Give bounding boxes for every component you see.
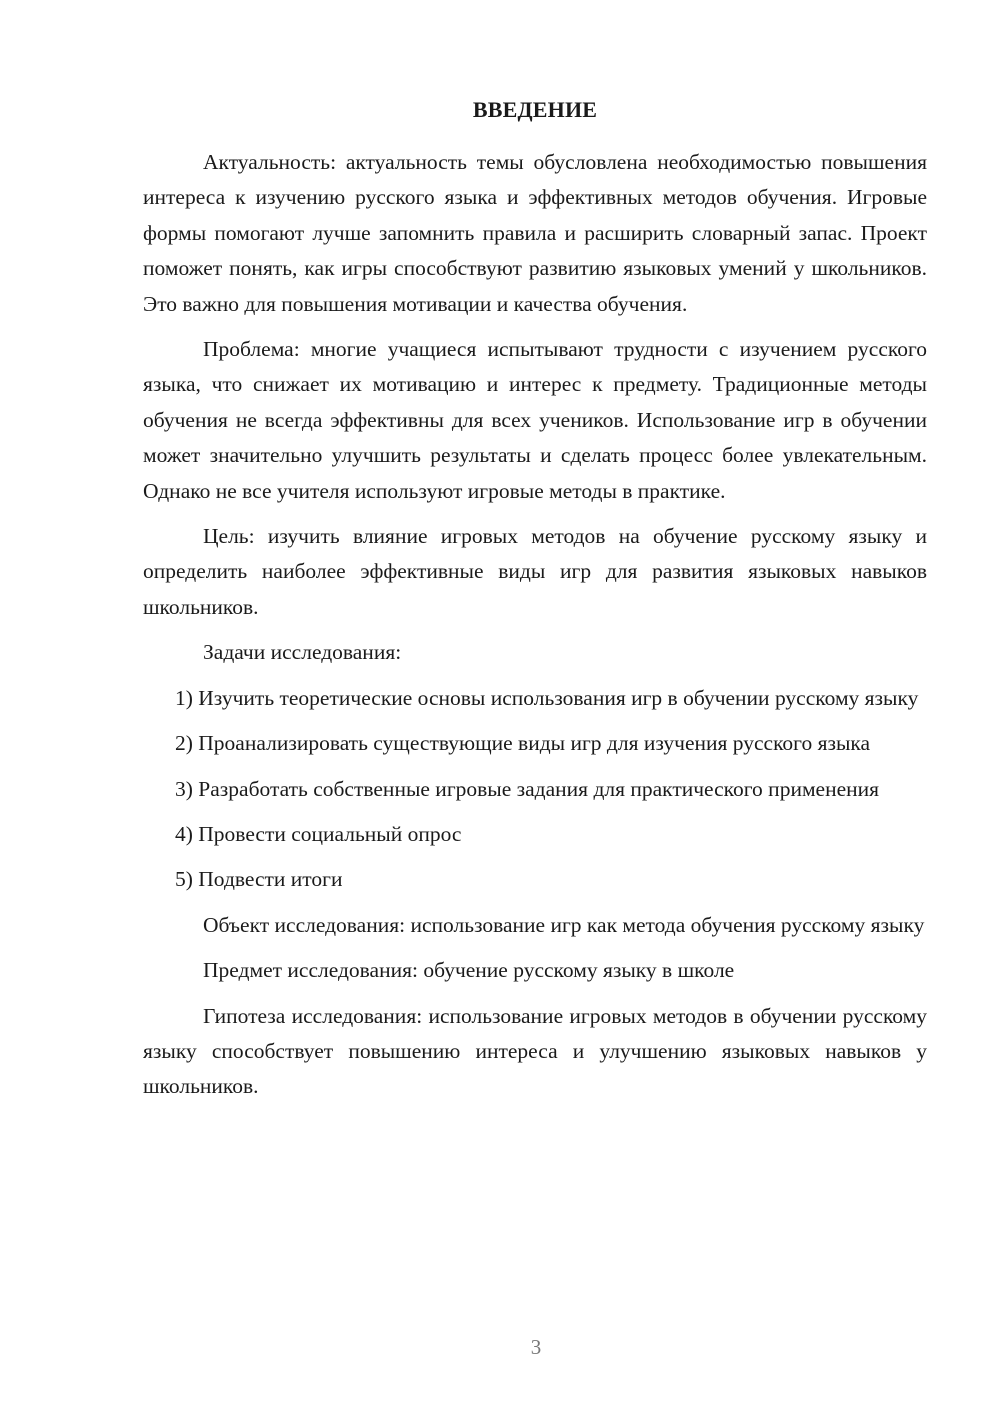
document-page [143, 95, 927, 1115]
task-item: 2) Проанализировать существующие виды игр для изучения русского языка [175, 731, 871, 756]
paragraph-tasks-heading: Задачи исследования: [203, 640, 402, 665]
paragraph-object: Объект исследования: использование игр как метода обучения русскому языку [203, 912, 925, 937]
page-number: 3 [530, 1335, 542, 1359]
paragraph-goal: Цель: изучить влияние игровых методов на обучение русскому языку и определить наиболее эффективные виды игр для развития языковых навыков школьников. [143, 524, 927, 619]
paragraph-subject: Предмет исследования: обучение русскому языку в школе [203, 958, 735, 983]
paragraph-problem: Проблема: многие учащиеся испытывают трудности с изучением русского языка, что снижает их мотивацию и интерес к предмету. Традиционные методы обучения не всегда эффективны для всех учеников. Использование игр в обучении может значительно улучшить результаты и сделать процесс более увлекательным. Однако не все учителя используют игровые методы в практике. [143, 337, 927, 503]
paragraph-hypothesis: Гипотеза исследования: использование игровых методов в обучении русскому языку способствует повышению интереса и улучшению языковых навыков у школьников. [143, 1003, 927, 1099]
task-item: 5) Подвести итоги [175, 867, 343, 892]
task-item: 4) Провести социальный опрос [175, 821, 462, 846]
section-title: ВВЕДЕНИЕ [472, 97, 598, 122]
task-item: 1) Изучить теоретические основы использования игр в обучении русскому языку [175, 685, 919, 710]
paragraph-relevance: Актуальность: актуальность темы обусловлена необходимостью повышения интереса к изучению русского языка и эффективных методов обучения. Игровые формы помогают лучше запомнить правила и расширить словарный запас. Проект поможет понять, как игры способствуют развитию языковых умений у школьников. Это важно для повышения мотивации и качества обучения. [143, 150, 927, 316]
task-item: 3) Разработать собственные игровые задания для практического применения [175, 776, 880, 801]
